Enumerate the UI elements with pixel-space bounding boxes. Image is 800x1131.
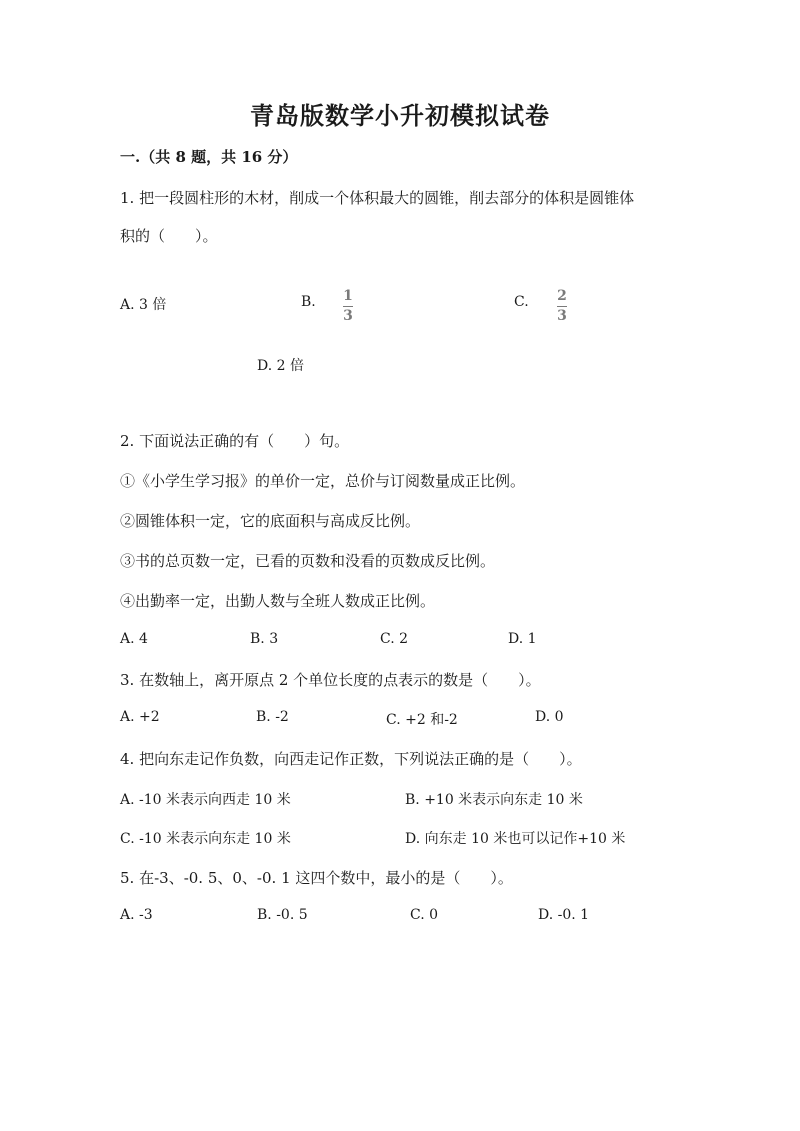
question-3-option-c[interactable]: C. +2 和-2 <box>386 712 458 728</box>
question-3-option-d[interactable]: D. 0 <box>535 709 564 725</box>
question-2-statement-3: ③书的总页数一定，已看的页数和没看的页数成反比例。 <box>120 552 496 570</box>
question-1-stem-line-1: 1. 把一段圆柱形的木材，削成一个体积最大的圆锥，削去部分的体积是圆锥体 <box>120 189 635 207</box>
question-2-statement-1: ①《小学生学习报》的单价一定，总价与订阅数量成正比例。 <box>120 472 526 490</box>
fraction-bar <box>557 306 567 307</box>
question-4-option-b[interactable]: B. +10 米表示向东走 10 米 <box>405 792 583 808</box>
question-4-option-a[interactable]: A. -10 米表示向西走 10 米 <box>120 792 291 808</box>
fraction-numerator: 2 <box>557 288 567 304</box>
question-1-option-a[interactable]: A. 3 倍 <box>120 297 167 313</box>
fraction-denominator: 3 <box>557 308 567 324</box>
question-3-stem: 3. 在数轴上，离开原点 2 个单位长度的点表示的数是（ ）。 <box>120 671 541 689</box>
question-2-option-b[interactable]: B. 3 <box>250 631 279 647</box>
question-4-stem: 4. 把向东走记作负数，向西走记作正数，下列说法正确的是（ ）。 <box>120 750 582 768</box>
question-2-stem: 2. 下面说法正确的有（ ）句。 <box>120 432 350 450</box>
fraction-bar <box>343 306 353 307</box>
question-2-option-a[interactable]: A. 4 <box>120 631 148 647</box>
question-3-option-b[interactable]: B. -2 <box>256 709 289 725</box>
question-2-option-d[interactable]: D. 1 <box>508 631 537 647</box>
section-heading: 一.（共 8 题，共 16 分） <box>120 148 298 166</box>
page-title: 青岛版数学小升初模拟试卷 <box>250 101 550 130</box>
question-1-option-c-fraction <box>557 289 567 323</box>
question-2-statement-2: ②圆锥体积一定，它的底面积与高成反比例。 <box>120 512 421 530</box>
fraction-denominator: 3 <box>343 308 353 324</box>
question-4-option-c[interactable]: C. -10 米表示向东走 10 米 <box>120 831 291 847</box>
question-4-option-d[interactable]: D. 向东走 10 米也可以记作+10 米 <box>405 831 626 847</box>
fraction-numerator: 1 <box>343 288 353 304</box>
question-1-stem-line-2: 积的（ ）。 <box>120 227 218 245</box>
question-5-option-b[interactable]: B. -0. 5 <box>257 907 308 923</box>
question-2-statement-4: ④出勤率一定，出勤人数与全班人数成正比例。 <box>120 592 436 610</box>
question-1-option-d[interactable]: D. 2 倍 <box>257 358 304 374</box>
question-5-option-c[interactable]: C. 0 <box>410 907 439 923</box>
question-2-option-c[interactable]: C. 2 <box>380 631 409 647</box>
question-5-stem: 5. 在-3、-0. 5、0、-0. 1 这四个数中，最小的是（ ）。 <box>120 869 513 887</box>
question-1-option-c[interactable]: C. <box>514 294 529 310</box>
question-1-option-b-fraction <box>343 289 353 323</box>
question-5-option-d[interactable]: D. -0. 1 <box>538 907 590 923</box>
question-1-option-b[interactable]: B. <box>301 294 316 310</box>
question-3-option-a[interactable]: A. +2 <box>120 709 160 725</box>
question-5-option-a[interactable]: A. -3 <box>120 907 153 923</box>
